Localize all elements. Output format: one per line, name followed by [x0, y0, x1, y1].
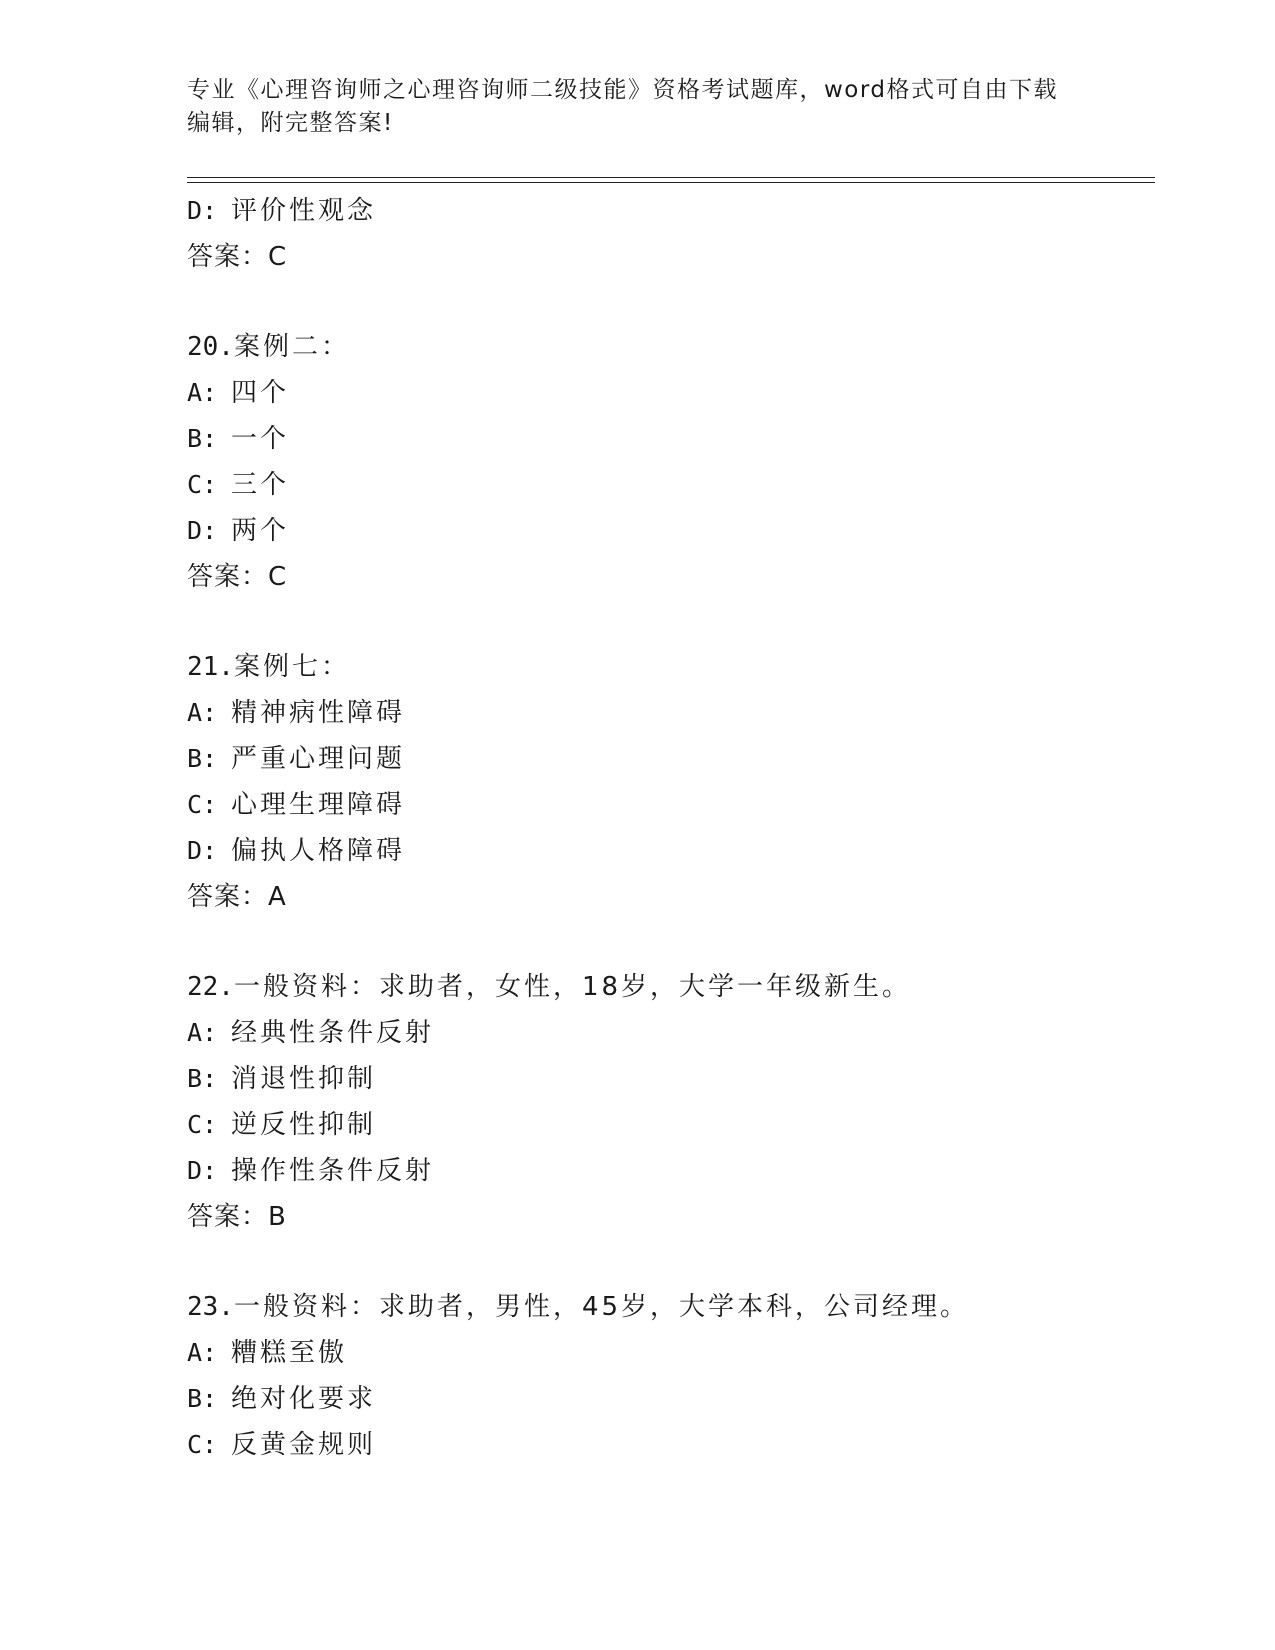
option-b — [187, 416, 1155, 462]
question-text: 案例二： — [233, 332, 350, 362]
answer-value: B — [268, 1202, 286, 1232]
option-letter: C: — [187, 470, 218, 499]
question-text: 一般资料：求助者，男性，45岁，大学本科，公司经理。 — [233, 1292, 970, 1322]
answer-value: C — [268, 562, 287, 592]
question-number: 20. — [187, 332, 234, 362]
option-text: 绝对化要求 — [231, 1384, 377, 1414]
question-title — [187, 964, 1155, 1010]
option-text: 偏执人格障碍 — [231, 836, 406, 866]
option-a — [187, 1010, 1155, 1056]
question-21 — [187, 644, 1155, 920]
answer-line — [187, 874, 1155, 920]
answer-line — [187, 554, 1155, 600]
option-text: 逆反性抑制 — [231, 1110, 377, 1140]
answer-value: A — [268, 882, 286, 912]
question-23 — [187, 1284, 1155, 1468]
answer-value: C — [268, 242, 287, 272]
option-a — [187, 1330, 1155, 1376]
question-list — [187, 188, 1155, 1468]
option-d — [187, 508, 1155, 554]
question-number: 21. — [187, 652, 234, 682]
question-title — [187, 1284, 1155, 1330]
answer-line — [187, 234, 1155, 280]
answer-label: 答案： — [187, 242, 269, 272]
option-letter: A: — [187, 1338, 218, 1367]
question-20 — [187, 324, 1155, 600]
option-letter: B: — [187, 744, 218, 773]
option-c — [187, 1102, 1155, 1148]
option-letter: D: — [187, 1156, 218, 1185]
option-text: 一个 — [231, 424, 290, 454]
option-letter: A: — [187, 698, 218, 727]
option-c — [187, 782, 1155, 828]
option-b — [187, 736, 1155, 782]
option-text: 操作性条件反射 — [231, 1156, 435, 1186]
option-d — [187, 828, 1155, 874]
answer-label: 答案： — [187, 562, 269, 592]
option-letter: B: — [187, 1064, 218, 1093]
question-text: 案例七： — [233, 652, 350, 682]
question-carryover — [187, 188, 1155, 280]
option-letter: D: — [187, 516, 218, 545]
option-text: 严重心理问题 — [231, 744, 406, 774]
option-text: 消退性抑制 — [231, 1064, 377, 1094]
document-header — [187, 74, 1087, 140]
option-letter: C: — [187, 790, 218, 819]
question-number: 23. — [187, 1292, 234, 1322]
option-a — [187, 690, 1155, 736]
option-b — [187, 1056, 1155, 1102]
option-text: 四个 — [231, 378, 290, 408]
option-text: 三个 — [231, 470, 290, 500]
option-text: 反黄金规则 — [231, 1430, 377, 1460]
option-text: 经典性条件反射 — [231, 1018, 435, 1048]
header-line-1: 专业《心理咨询师之心理咨询师二级技能》资格考试题库，word格式可自由下载 — [187, 77, 1059, 103]
option-letter: D: — [187, 196, 218, 225]
question-text: 一般资料：求助者，女性，18岁，大学一年级新生。 — [233, 972, 912, 1002]
option-letter: C: — [187, 1110, 218, 1139]
answer-label: 答案： — [187, 1202, 269, 1232]
header-line-2: 编辑，附完整答案! — [187, 110, 394, 136]
option-letter: A: — [187, 1018, 218, 1047]
answer-label: 答案： — [187, 882, 269, 912]
option-text: 两个 — [231, 516, 290, 546]
option-text: 糟糕至傲 — [231, 1338, 348, 1368]
question-title — [187, 324, 1155, 370]
option-d — [187, 188, 1155, 234]
header-divider-top — [187, 177, 1155, 178]
answer-line — [187, 1194, 1155, 1240]
option-letter: B: — [187, 424, 218, 453]
option-d — [187, 1148, 1155, 1194]
option-b — [187, 1376, 1155, 1422]
header-divider-bottom — [187, 182, 1155, 183]
question-title — [187, 644, 1155, 690]
option-letter: A: — [187, 378, 218, 407]
option-letter: D: — [187, 836, 218, 865]
option-text: 精神病性障碍 — [231, 698, 406, 728]
option-text: 心理生理障碍 — [231, 790, 406, 820]
option-letter: C: — [187, 1430, 218, 1459]
option-text: 评价性观念 — [231, 196, 377, 226]
option-c — [187, 1422, 1155, 1468]
option-letter: B: — [187, 1384, 218, 1413]
question-number: 22. — [187, 972, 234, 1002]
option-a — [187, 370, 1155, 416]
option-c — [187, 462, 1155, 508]
question-22 — [187, 964, 1155, 1240]
